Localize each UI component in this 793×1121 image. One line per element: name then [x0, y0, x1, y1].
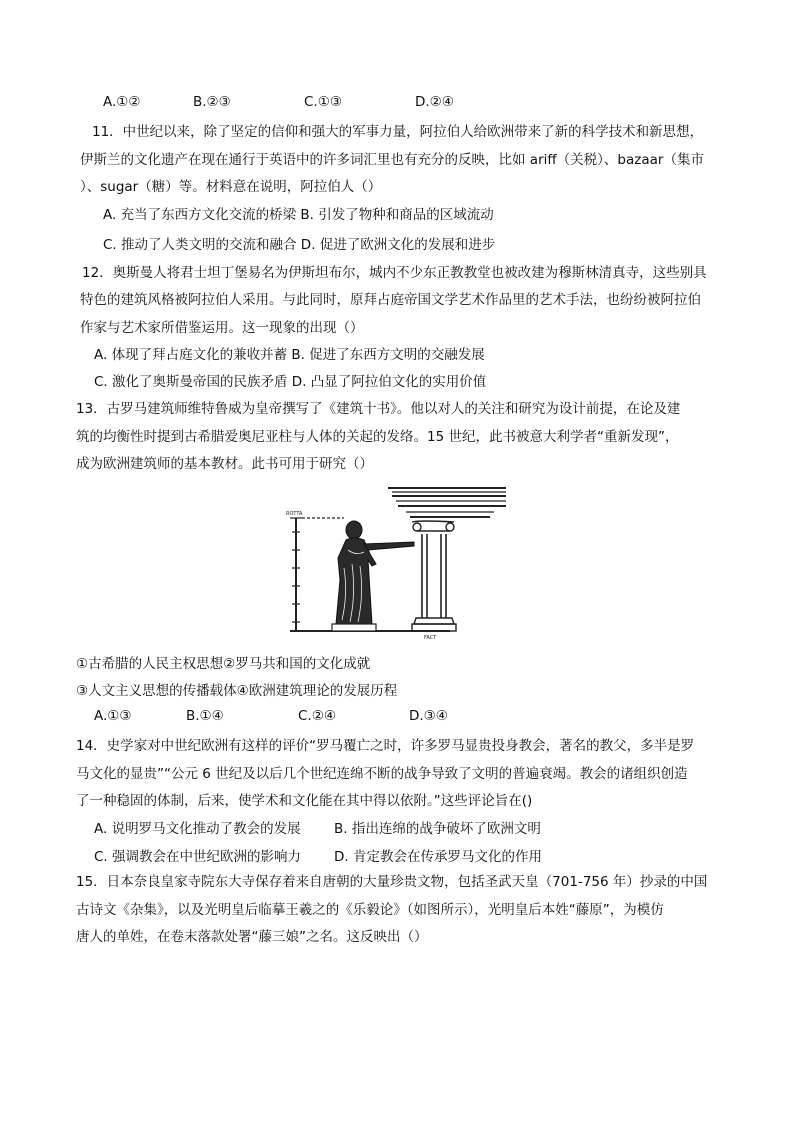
- q11-stem-line1: 11．中世纪以来，除了坚定的信仰和强大的军事力量，阿拉伯人给欧洲带来了新的科学技术和新思想，: [92, 124, 704, 140]
- q13-option-b: B.①④: [186, 708, 224, 724]
- q15-stem-line3: 唐人的单姓，在卷末落款处署“藤三娘”之名。这反映出（）: [76, 929, 428, 945]
- figure-label-top: ROTTA: [286, 511, 303, 517]
- q13-item-line1: ①古希腊的人民主权思想②罗马共和国的文化成就: [76, 656, 371, 672]
- q12-stem-line2: 特色的建筑风格被阿拉伯人采用。与此同时，原拜占庭帝国文学艺术作品里的艺术手法，也纷纷被阿拉伯: [80, 292, 701, 308]
- q14-option-c: C. 强调教会在中世纪欧洲的影响力: [94, 849, 302, 865]
- q11-stem-line2: 伊斯兰的文化遗产在现在通行于英语中的许多词汇里也有充分的反映，比如 ariff（关税）、bazaar（集市: [80, 152, 704, 168]
- q13-stem-line3: 成为欧洲建筑师的基本教材。此书可用于研究（）: [76, 456, 373, 472]
- q14-option-a: A. 说明罗马文化推动了教会的发展: [94, 821, 301, 837]
- q13-option-c: C.②④: [298, 708, 336, 724]
- q12-options-cd: C. 激化了奥斯曼帝国的民族矛盾 D. 凸显了阿拉伯文化的实用价值: [94, 374, 487, 390]
- q14-stem-line3: 了一种稳固的体制，后来，使学术和文化能在其中得以依附。”这些评论旨在(): [76, 793, 533, 809]
- q10-option-b: B.②③: [193, 94, 231, 110]
- q13-item-line2: ③人文主义思想的传播载体④欧洲建筑理论的发展历程: [76, 683, 398, 699]
- q14-stem-line2: 马文化的显贵”“公元 6 世纪及以后几个世纪连绵不断的战争导致了文明的普遍衰竭。教会的诸组织创造: [76, 766, 688, 782]
- q13-option-a: A.①③: [94, 708, 132, 724]
- q14-option-d: D. 肯定教会在传承罗马文化的作用: [334, 849, 542, 865]
- q10-option-d: D.②④: [415, 94, 454, 110]
- q10-option-c: C.①③: [304, 94, 342, 110]
- q14-stem-line1: 14．史学家对中世纪欧洲有这样的评价“罗马覆亡之时，许多罗马显贵投身教会，著名的教父，多半是罗: [76, 738, 695, 754]
- statue-column-illustration: [284, 484, 510, 640]
- q14-option-b: B. 指出连绵的战争破坏了欧洲文明: [334, 821, 541, 837]
- q12-stem-line1: 12．奥斯曼人将君士坦丁堡易名为伊斯坦布尔，城内不少东正教教堂也被改建为穆斯林清真寺，这些别具: [82, 265, 707, 281]
- q11-options-cd: C. 推动了人类文明的交流和融合 D. 促进了欧洲文化的发展和进步: [103, 237, 496, 253]
- q13-option-d: D.③④: [409, 708, 448, 724]
- figure-label-bottom: FACT: [424, 635, 437, 640]
- q12-stem-line3: 作家与艺术家所借鉴运用。这一现象的出现（）: [80, 320, 364, 336]
- q11-stem-line3: ）、sugar（糖）等。材料意在说明，阿拉伯人（）: [80, 179, 382, 195]
- q13-stem-line1: 13．古罗马建筑师维特鲁威为皇帝撰写了《建筑十书》。他以对人的关注和研究为设计前提，在论及建: [76, 401, 681, 417]
- q13-stem-line2: 筑的均衡性时提到古希腊爱奥尼亚柱与人体的关起的发络。15 世纪，此书被意大利学者“重新发现”，: [76, 429, 679, 445]
- q15-stem-line1: 15．日本奈良皇家寺院东大寺保存着来自唐朝的大量珍贵文物，包括圣武天皇（701-756 年）抄录的中国: [76, 874, 708, 890]
- q12-options-ab: A. 体现了拜占庭文化的兼收并蓄 B. 促进了东西方文明的交融发展: [94, 347, 485, 363]
- q11-options-ab: A. 充当了东西方文化交流的桥梁 B. 引发了物种和商品的区域流动: [103, 207, 494, 223]
- q15-stem-line2: 古诗文《杂集》，以及光明皇后临摹王羲之的《乐毅论》（如图所示），光明皇后本姓“藤原”，为模仿: [76, 902, 664, 918]
- q10-option-a: A.①②: [103, 94, 141, 110]
